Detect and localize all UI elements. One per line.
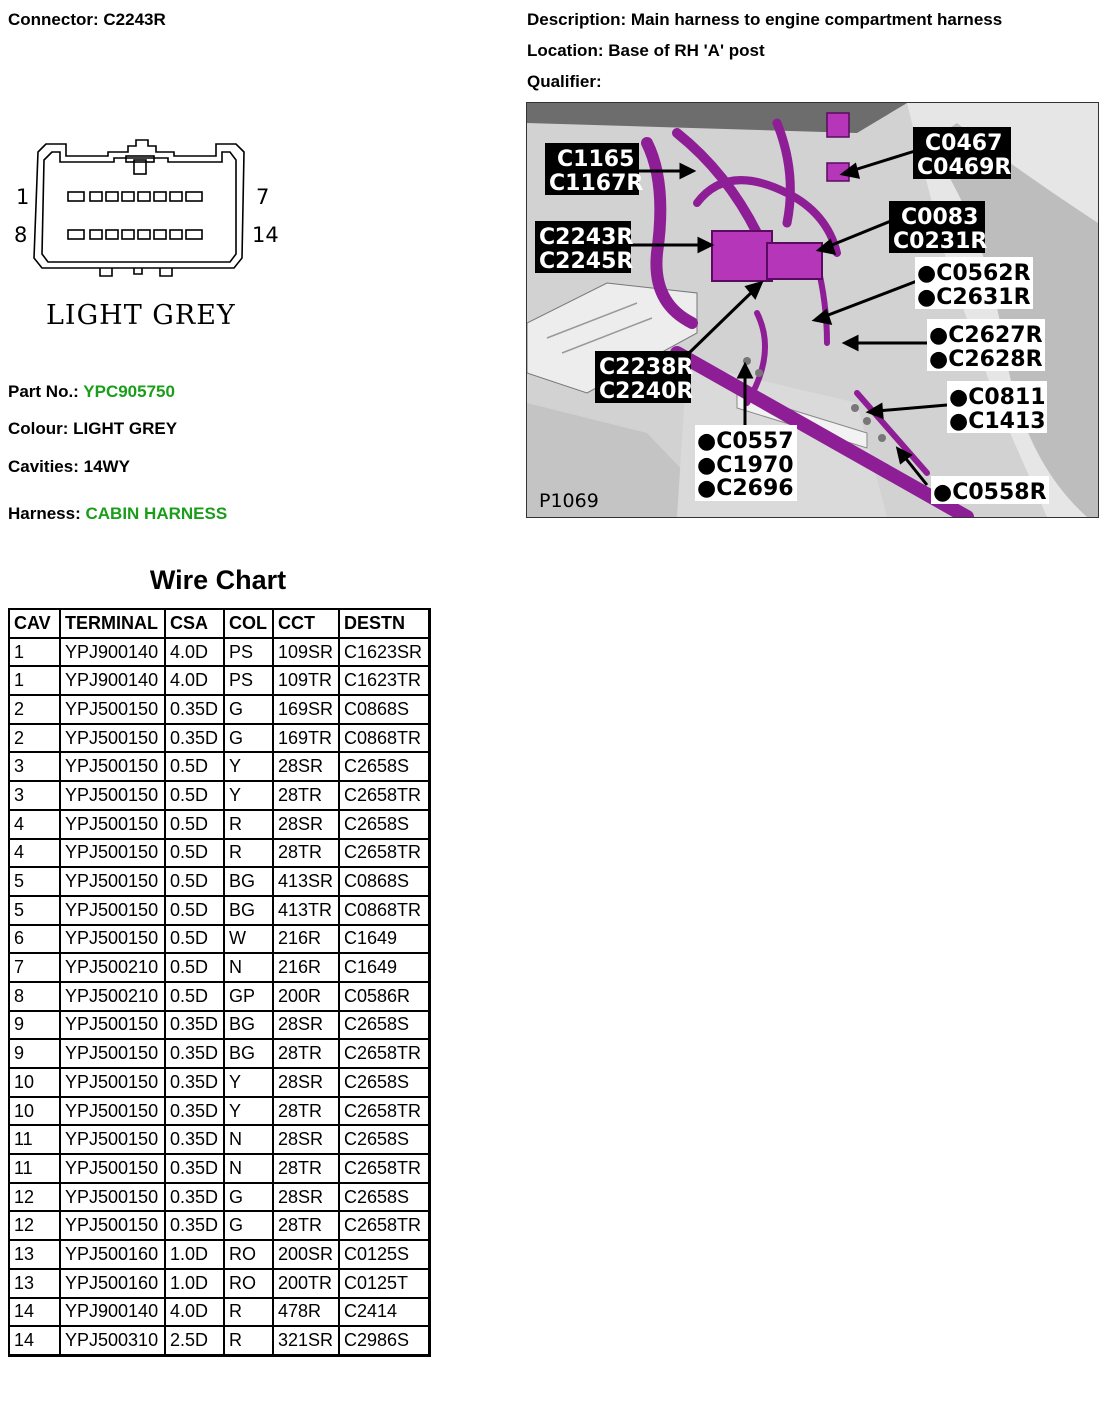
callout-c0231r: C0231R bbox=[893, 229, 988, 254]
callout-c2243r: C2243R bbox=[539, 225, 634, 250]
table-row bbox=[10, 811, 430, 840]
harness-info bbox=[8, 504, 227, 524]
description-info bbox=[527, 10, 1002, 30]
cell-col: PS bbox=[225, 639, 274, 668]
cell-col: G bbox=[225, 725, 274, 754]
cell-terminal: YPJ500150 bbox=[61, 725, 166, 754]
colour-label: Colour: bbox=[8, 419, 69, 438]
table-row bbox=[10, 667, 430, 696]
cell-col: BG bbox=[225, 1040, 274, 1069]
table-row bbox=[10, 840, 430, 869]
cell-destn: C0125S bbox=[340, 1241, 430, 1270]
cell-destn: C2658S bbox=[340, 1184, 430, 1213]
cell-csa: 4.0D bbox=[166, 1299, 225, 1328]
cell-terminal: YPJ500150 bbox=[61, 753, 166, 782]
part-no-label: Part No.: bbox=[8, 382, 79, 401]
header-col: COL bbox=[225, 610, 274, 639]
cell-cav: 2 bbox=[10, 696, 61, 725]
cell-terminal: YPJ900140 bbox=[61, 667, 166, 696]
table-row bbox=[10, 1241, 430, 1270]
cell-cav: 3 bbox=[10, 753, 61, 782]
location-value: Base of RH 'A' post bbox=[608, 41, 765, 60]
table-row bbox=[10, 1155, 430, 1184]
cell-col: N bbox=[225, 954, 274, 983]
cell-col: R bbox=[225, 811, 274, 840]
cell-destn: C2658S bbox=[340, 753, 430, 782]
callout-c2627r: ●C2627R bbox=[929, 323, 1043, 348]
table-row bbox=[10, 753, 430, 782]
cell-cav: 1 bbox=[10, 667, 61, 696]
cell-csa: 0.35D bbox=[166, 725, 225, 754]
cell-terminal: YPJ500150 bbox=[61, 1155, 166, 1184]
cell-cct: 28TR bbox=[274, 1098, 340, 1127]
cell-cav: 9 bbox=[10, 1012, 61, 1041]
cell-cav: 14 bbox=[10, 1327, 61, 1356]
cell-destn: C0586R bbox=[340, 983, 430, 1012]
callout-c0083: C0083 bbox=[901, 205, 979, 230]
cell-destn: C2658TR bbox=[340, 1212, 430, 1241]
cell-cct: 28TR bbox=[274, 1212, 340, 1241]
cell-csa: 0.35D bbox=[166, 1069, 225, 1098]
cell-destn: C2658TR bbox=[340, 782, 430, 811]
cell-destn: C0868TR bbox=[340, 897, 430, 926]
cell-destn: C1649 bbox=[340, 954, 430, 983]
cell-cav: 4 bbox=[10, 811, 61, 840]
table-row bbox=[10, 983, 430, 1012]
cell-csa: 0.5D bbox=[166, 811, 225, 840]
cell-terminal: YPJ500150 bbox=[61, 1184, 166, 1213]
location-info bbox=[527, 41, 765, 61]
cell-csa: 1.0D bbox=[166, 1270, 225, 1299]
cell-csa: 0.35D bbox=[166, 1126, 225, 1155]
cell-col: W bbox=[225, 926, 274, 955]
cell-destn: C0868S bbox=[340, 696, 430, 725]
cell-terminal: YPJ500160 bbox=[61, 1241, 166, 1270]
cell-cav: 2 bbox=[10, 725, 61, 754]
callout-c2238r: C2238R bbox=[599, 355, 694, 380]
cell-col: N bbox=[225, 1155, 274, 1184]
pin-number-1: 1 bbox=[16, 185, 30, 209]
cell-destn: C0868TR bbox=[340, 725, 430, 754]
location-photo bbox=[526, 102, 1099, 518]
cell-col: G bbox=[225, 1212, 274, 1241]
cell-terminal: YPJ500150 bbox=[61, 782, 166, 811]
cell-col: Y bbox=[225, 753, 274, 782]
table-row bbox=[10, 954, 430, 983]
cell-cav: 11 bbox=[10, 1126, 61, 1155]
table-row bbox=[10, 1270, 430, 1299]
cell-col: PS bbox=[225, 667, 274, 696]
callout-c1970: ●C1970 bbox=[697, 453, 794, 478]
callout-c0469r: C0469R bbox=[917, 155, 1012, 180]
pin-number-14: 14 bbox=[252, 223, 279, 247]
qualifier-label: Qualifier: bbox=[527, 72, 602, 91]
callout-c2240r: C2240R bbox=[599, 379, 694, 404]
harness-link[interactable]: CABIN HARNESS bbox=[85, 504, 228, 523]
cell-cct: 478R bbox=[274, 1299, 340, 1328]
cell-cav: 7 bbox=[10, 954, 61, 983]
cell-csa: 0.5D bbox=[166, 840, 225, 869]
table-row bbox=[10, 1098, 430, 1127]
table-row bbox=[10, 1299, 430, 1328]
cell-cav: 6 bbox=[10, 926, 61, 955]
cell-csa: 0.5D bbox=[166, 782, 225, 811]
cell-cct: 413SR bbox=[274, 868, 340, 897]
connector-colour-label: LIGHT GREY bbox=[46, 300, 236, 331]
callout-c2631r: ●C2631R bbox=[917, 285, 1031, 310]
callout-c1167r: C1167R bbox=[549, 171, 644, 196]
table-row bbox=[10, 868, 430, 897]
cell-csa: 0.35D bbox=[166, 1040, 225, 1069]
cell-cct: 200SR bbox=[274, 1241, 340, 1270]
cell-cct: 216R bbox=[274, 926, 340, 955]
cell-terminal: YPJ500150 bbox=[61, 1069, 166, 1098]
cell-col: R bbox=[225, 840, 274, 869]
cell-terminal: YPJ500160 bbox=[61, 1270, 166, 1299]
cell-terminal: YPJ500310 bbox=[61, 1327, 166, 1356]
cell-csa: 0.5D bbox=[166, 954, 225, 983]
table-row bbox=[10, 1012, 430, 1041]
cell-destn: C2658TR bbox=[340, 1155, 430, 1184]
cell-cct: 216R bbox=[274, 954, 340, 983]
table-row bbox=[10, 926, 430, 955]
cell-col: RO bbox=[225, 1270, 274, 1299]
callout-c2628r: ●C2628R bbox=[929, 347, 1043, 372]
cell-cct: 28TR bbox=[274, 840, 340, 869]
harness-label: Harness: bbox=[8, 504, 81, 523]
cell-cav: 1 bbox=[10, 639, 61, 668]
callout-c0467: C0467 bbox=[925, 131, 1003, 156]
cell-cav: 10 bbox=[10, 1098, 61, 1127]
cell-cct: 28SR bbox=[274, 1126, 340, 1155]
part-no-link[interactable]: YPC905750 bbox=[83, 382, 175, 401]
cell-csa: 0.5D bbox=[166, 983, 225, 1012]
wire-chart-title: Wire Chart bbox=[149, 565, 287, 595]
cell-destn: C2658S bbox=[340, 1126, 430, 1155]
callout-c1413: ●C1413 bbox=[949, 409, 1046, 434]
table-row bbox=[10, 1069, 430, 1098]
cell-destn: C1623SR bbox=[340, 639, 430, 668]
cell-col: G bbox=[225, 696, 274, 725]
cell-cav: 14 bbox=[10, 1299, 61, 1328]
connector-value: C2243R bbox=[103, 10, 166, 29]
cell-cct: 28TR bbox=[274, 1155, 340, 1184]
cell-csa: 0.35D bbox=[166, 1212, 225, 1241]
table-row bbox=[10, 725, 430, 754]
cell-cct: 28TR bbox=[274, 782, 340, 811]
cell-col: Y bbox=[225, 1098, 274, 1127]
cell-col: Y bbox=[225, 782, 274, 811]
pin-number-7: 7 bbox=[256, 185, 270, 209]
cell-terminal: YPJ500150 bbox=[61, 696, 166, 725]
qualifier-info bbox=[527, 72, 602, 92]
connector-info bbox=[8, 10, 166, 30]
table-row bbox=[10, 1126, 430, 1155]
cavities-value: 14WY bbox=[83, 457, 130, 476]
cell-destn: C2658S bbox=[340, 1012, 430, 1041]
cell-col: BG bbox=[225, 868, 274, 897]
cell-cct: 200TR bbox=[274, 1270, 340, 1299]
table-row bbox=[10, 897, 430, 926]
cell-destn: C2658S bbox=[340, 1069, 430, 1098]
cell-cav: 11 bbox=[10, 1155, 61, 1184]
cell-cav: 9 bbox=[10, 1040, 61, 1069]
cell-terminal: YPJ500150 bbox=[61, 1098, 166, 1127]
cell-csa: 0.35D bbox=[166, 1155, 225, 1184]
cell-destn: C2658TR bbox=[340, 1040, 430, 1069]
cell-cct: 109SR bbox=[274, 639, 340, 668]
wire-chart-table bbox=[8, 608, 431, 1357]
cell-destn: C2986S bbox=[340, 1327, 430, 1356]
cell-cct: 28SR bbox=[274, 811, 340, 840]
cell-csa: 0.5D bbox=[166, 868, 225, 897]
connector-label: Connector: bbox=[8, 10, 99, 29]
cavities-info bbox=[8, 457, 130, 477]
cell-cct: 28SR bbox=[274, 1184, 340, 1213]
cell-csa: 0.35D bbox=[166, 1184, 225, 1213]
cavities-label: Cavities: bbox=[8, 457, 79, 476]
cell-cct: 321SR bbox=[274, 1327, 340, 1356]
table-row bbox=[10, 1184, 430, 1213]
cell-terminal: YPJ500150 bbox=[61, 1012, 166, 1041]
cell-col: G bbox=[225, 1184, 274, 1213]
cell-terminal: YPJ900140 bbox=[61, 639, 166, 668]
callout-c0562r: ●C0562R bbox=[917, 261, 1031, 286]
header-cav: CAV bbox=[10, 610, 61, 639]
cell-csa: 0.5D bbox=[166, 926, 225, 955]
cell-cav: 12 bbox=[10, 1184, 61, 1213]
callout-c0811: ●C0811 bbox=[949, 385, 1046, 410]
callout-c0558r: ●C0558R bbox=[933, 480, 1047, 505]
table-row bbox=[10, 696, 430, 725]
cell-csa: 0.35D bbox=[166, 696, 225, 725]
cell-cav: 13 bbox=[10, 1270, 61, 1299]
wire-chart-header-row bbox=[10, 610, 430, 639]
cell-cav: 8 bbox=[10, 983, 61, 1012]
cell-destn: C2658S bbox=[340, 811, 430, 840]
header-terminal: TERMINAL bbox=[61, 610, 166, 639]
colour-value: LIGHT GREY bbox=[73, 419, 178, 438]
callout-c2245r: C2245R bbox=[539, 249, 634, 274]
cell-cct: 28SR bbox=[274, 1069, 340, 1098]
cell-col: BG bbox=[225, 1012, 274, 1041]
callout-c0557: ●C0557 bbox=[697, 429, 794, 454]
cell-cav: 5 bbox=[10, 868, 61, 897]
table-row bbox=[10, 639, 430, 668]
cell-col: R bbox=[225, 1327, 274, 1356]
table-row bbox=[10, 1040, 430, 1069]
cell-terminal: YPJ500150 bbox=[61, 811, 166, 840]
callout-c1165: C1165 bbox=[557, 147, 635, 172]
colour-info bbox=[8, 419, 177, 439]
header-csa: CSA bbox=[166, 610, 225, 639]
cell-cav: 10 bbox=[10, 1069, 61, 1098]
cell-destn: C0125T bbox=[340, 1270, 430, 1299]
header-cct: CCT bbox=[274, 610, 340, 639]
cell-cct: 28TR bbox=[274, 1040, 340, 1069]
cell-terminal: YPJ500150 bbox=[61, 897, 166, 926]
cell-cav: 4 bbox=[10, 840, 61, 869]
cell-col: RO bbox=[225, 1241, 274, 1270]
cell-cct: 169TR bbox=[274, 725, 340, 754]
callout-c2696: ●C2696 bbox=[697, 476, 794, 501]
cell-csa: 4.0D bbox=[166, 639, 225, 668]
cell-cct: 28SR bbox=[274, 753, 340, 782]
cell-terminal: YPJ500150 bbox=[61, 1126, 166, 1155]
cell-destn: C2658TR bbox=[340, 1098, 430, 1127]
cell-csa: 0.35D bbox=[166, 1012, 225, 1041]
cell-csa: 2.5D bbox=[166, 1327, 225, 1356]
cell-terminal: YPJ500210 bbox=[61, 954, 166, 983]
cell-col: Y bbox=[225, 1069, 274, 1098]
cell-csa: 0.35D bbox=[166, 1098, 225, 1127]
header-destn: DESTN bbox=[340, 610, 430, 639]
cell-cct: 413TR bbox=[274, 897, 340, 926]
cell-destn: C1623TR bbox=[340, 667, 430, 696]
cell-cct: 109TR bbox=[274, 667, 340, 696]
cell-csa: 0.5D bbox=[166, 753, 225, 782]
cell-csa: 1.0D bbox=[166, 1241, 225, 1270]
cell-cct: 200R bbox=[274, 983, 340, 1012]
part-no-info bbox=[8, 382, 175, 402]
cell-terminal: YPJ500150 bbox=[61, 1040, 166, 1069]
cell-cav: 12 bbox=[10, 1212, 61, 1241]
cell-col: GP bbox=[225, 983, 274, 1012]
location-label: Location: bbox=[527, 41, 604, 60]
cell-csa: 4.0D bbox=[166, 667, 225, 696]
cell-cct: 28SR bbox=[274, 1012, 340, 1041]
table-row bbox=[10, 1212, 430, 1241]
cell-cav: 3 bbox=[10, 782, 61, 811]
description-value: Main harness to engine compartment harness bbox=[630, 10, 1003, 29]
cell-terminal: YPJ500150 bbox=[61, 1212, 166, 1241]
cell-col: N bbox=[225, 1126, 274, 1155]
cell-destn: C2414 bbox=[340, 1299, 430, 1328]
table-row bbox=[10, 782, 430, 811]
cell-terminal: YPJ500150 bbox=[61, 926, 166, 955]
photo-id-label: P1069 bbox=[539, 490, 599, 512]
cell-destn: C2658TR bbox=[340, 840, 430, 869]
cell-terminal: YPJ900140 bbox=[61, 1299, 166, 1328]
cell-terminal: YPJ500210 bbox=[61, 983, 166, 1012]
pin-number-8: 8 bbox=[14, 223, 28, 247]
cell-cct: 169SR bbox=[274, 696, 340, 725]
cell-col: R bbox=[225, 1299, 274, 1328]
cell-cav: 5 bbox=[10, 897, 61, 926]
cell-destn: C1649 bbox=[340, 926, 430, 955]
cell-terminal: YPJ500150 bbox=[61, 868, 166, 897]
cell-terminal: YPJ500150 bbox=[61, 840, 166, 869]
cell-col: BG bbox=[225, 897, 274, 926]
description-label: Description: bbox=[527, 10, 627, 29]
cell-destn: C0868S bbox=[340, 868, 430, 897]
cell-csa: 0.5D bbox=[166, 897, 225, 926]
cell-cav: 13 bbox=[10, 1241, 61, 1270]
table-row bbox=[10, 1327, 430, 1356]
